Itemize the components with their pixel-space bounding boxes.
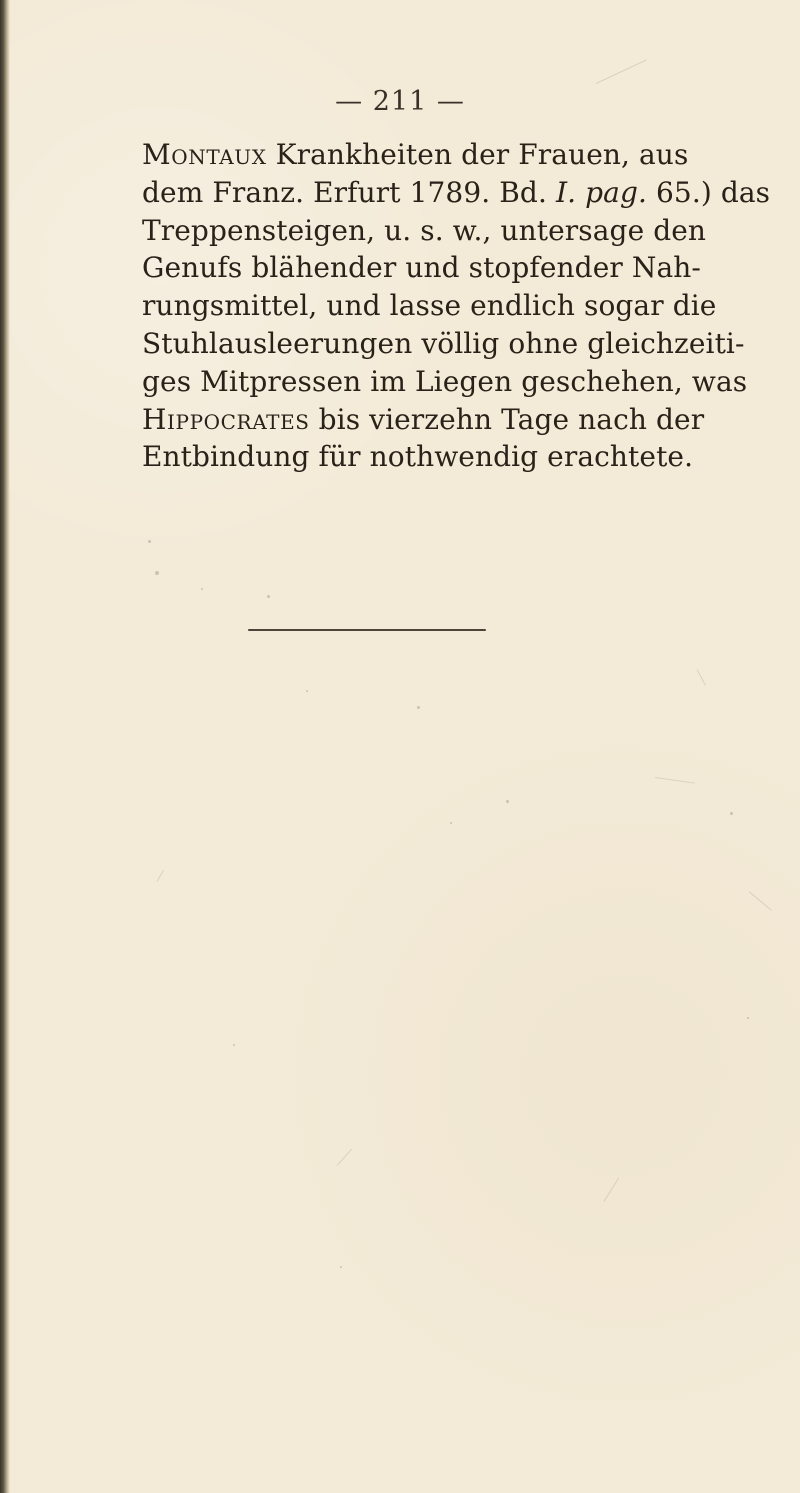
text-line-3: Treppensteigen, u. s. w., untersage den <box>142 213 707 247</box>
text-line-1 <box>142 136 712 174</box>
paper-speck <box>506 800 509 803</box>
text-line-9: Entbindung für nothwendig erachtete. <box>142 440 694 474</box>
text-line-2-space <box>576 176 585 209</box>
author-name: Montaux <box>142 138 267 171</box>
text-line-5: rungsmittel, und lasse endlich sogar die <box>142 289 717 323</box>
paper-mark <box>655 777 695 784</box>
paper-speck <box>450 822 452 824</box>
text-line-2-prefix: dem Franz. Erfurt 1789. Bd. <box>142 175 556 209</box>
text-line-6: Stuhlausleerungen völlig ohne gleichzeiti- <box>142 326 745 360</box>
paper-mark <box>604 1177 620 1201</box>
text-line-2-suffix: 65.) das <box>647 175 771 209</box>
text-line-7: ges Mitpressen im Liegen geschehen, was <box>142 364 748 398</box>
author-name: Hippocrates <box>142 402 310 436</box>
page-number: — 211 — <box>335 86 465 117</box>
paper-mark <box>596 59 647 84</box>
paper-mark <box>749 891 772 910</box>
text-line-8-content: bis vierzehn Tage nach der <box>318 402 705 436</box>
text-line-8 <box>142 401 712 439</box>
paper-speck <box>201 588 203 590</box>
paper-speck <box>267 595 270 598</box>
paper-mark <box>337 1149 352 1166</box>
paper-speck <box>233 1044 235 1046</box>
paper-speck <box>747 1017 749 1019</box>
paper-speck <box>306 690 308 692</box>
paper-speck <box>155 571 159 575</box>
text-line-1-content: Krankheiten der Frauen, aus <box>275 138 689 171</box>
paper-speck <box>148 540 151 543</box>
main-paragraph <box>142 136 771 476</box>
paper-speck <box>417 706 420 709</box>
paper-mark <box>697 669 706 685</box>
page-reference-label: pag. <box>585 175 647 209</box>
paper-speck <box>730 812 733 815</box>
volume-label: I. <box>555 175 577 209</box>
text-line-4: Genufs blähender und stopfender Nah- <box>142 251 701 285</box>
paper-mark <box>157 870 164 882</box>
paper-speck <box>340 1266 342 1268</box>
section-rule <box>248 629 486 631</box>
text-line-2 <box>142 174 771 212</box>
binding-edge <box>0 0 10 1493</box>
